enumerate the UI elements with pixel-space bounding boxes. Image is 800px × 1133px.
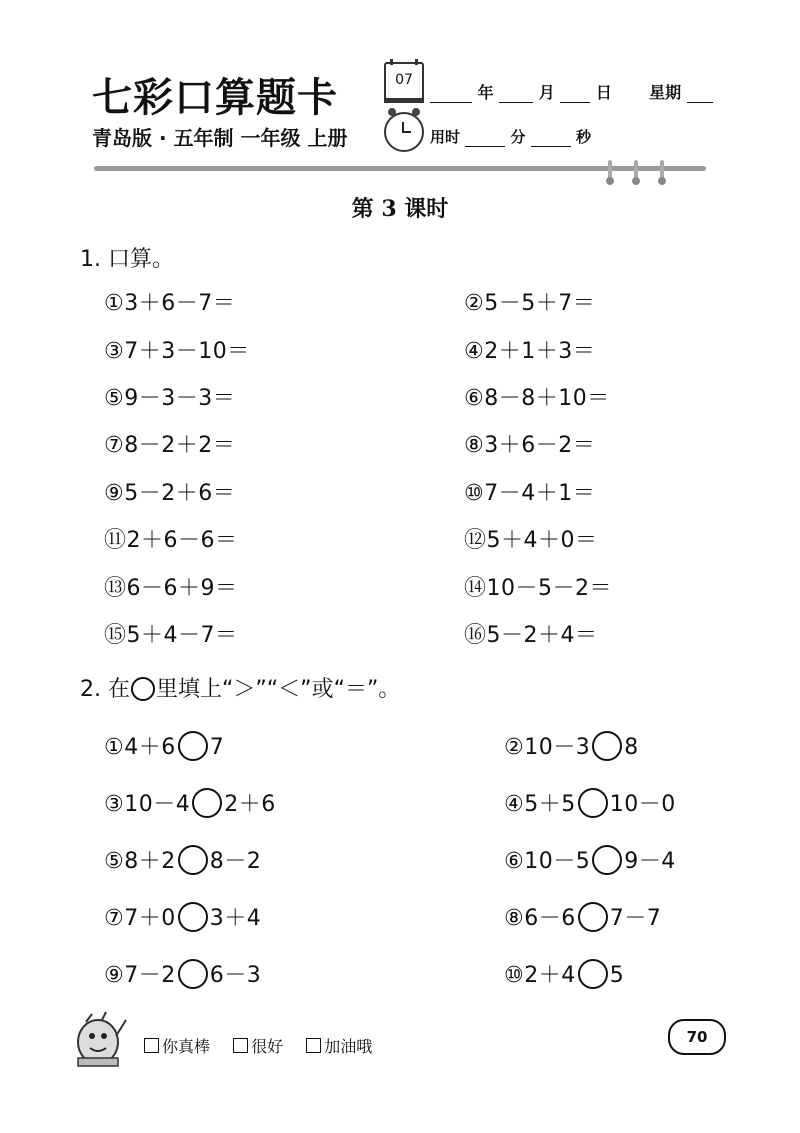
arith-item: ⑪2＋6－6＝ (104, 528, 238, 553)
answer-circle[interactable] (178, 959, 208, 989)
mascot-icon (72, 1010, 130, 1070)
time-minute-label: 分 (510, 128, 526, 146)
arith-item: ⑬6－6＋9＝ (104, 576, 238, 601)
alarm-clock-icon (384, 112, 424, 152)
compare-right: 7 (209, 735, 225, 760)
compare-item (104, 844, 261, 875)
compare-right: 5 (609, 963, 625, 988)
compare-left: ⑦7＋0 (104, 906, 176, 931)
date-weekday-label: 星期 (649, 83, 682, 102)
compare-left: ③10－4 (104, 792, 191, 817)
page-number: 70 (668, 1019, 726, 1055)
answer-circle[interactable] (178, 845, 208, 875)
compare-left: ②10－3 (504, 735, 591, 760)
rating-label: 很好 (251, 1037, 284, 1056)
checkbox-icon[interactable] (233, 1038, 248, 1053)
time-second-label: 秒 (575, 128, 591, 146)
section2-title-end: 里填上“＞”“＜”或“＝”。 (155, 677, 401, 702)
edition-subtitle: 青岛版 · 五年制 一年级 上册 (92, 126, 348, 150)
answer-circle[interactable] (578, 902, 608, 932)
rating-option[interactable] (144, 1037, 210, 1056)
arith-item: ③7＋3－10＝ (104, 339, 250, 364)
time-used-line (430, 126, 591, 147)
checkbox-icon[interactable] (144, 1038, 159, 1053)
compare-right: 3＋4 (209, 906, 262, 931)
answer-circle[interactable] (192, 788, 222, 818)
arith-item: ④2＋1＋3＝ (464, 339, 596, 364)
rating-option[interactable] (306, 1037, 372, 1056)
arith-item: ⑦8－2＋2＝ (104, 433, 236, 458)
arith-item: ⑫5＋4＋0＝ (464, 528, 598, 553)
calendar-icon (384, 62, 424, 100)
answer-circle[interactable] (578, 959, 608, 989)
arith-item: ⑥8－8＋10＝ (464, 386, 610, 411)
answer-circle[interactable] (592, 731, 622, 761)
section2-title-start: 2. 在 (80, 677, 130, 702)
compare-item (104, 730, 224, 761)
compare-item (104, 958, 261, 989)
arith-item: ⑤9－3－3＝ (104, 386, 236, 411)
compare-left: ①4＋6 (104, 735, 176, 760)
answer-circle[interactable] (578, 788, 608, 818)
compare-item (504, 844, 676, 875)
pin-icon (608, 160, 612, 182)
compare-item (504, 901, 661, 932)
compare-right: 8 (624, 735, 639, 760)
arith-item: ⑭10－5－2＝ (464, 576, 612, 601)
compare-right: 9－4 (624, 849, 676, 874)
arith-item: ⑨5－2＋6＝ (104, 481, 236, 506)
arith-item: ②5－5＋7＝ (464, 291, 596, 316)
rating-label: 加油哦 (324, 1037, 373, 1056)
compare-right: 10－0 (609, 792, 676, 817)
compare-left: ⑤8＋2 (104, 849, 176, 874)
arith-item: ①3＋6－7＝ (104, 291, 236, 316)
compare-item (504, 958, 624, 989)
section1-title: 1. 口算。 (80, 247, 174, 272)
checkbox-icon[interactable] (306, 1038, 321, 1053)
compare-right: 8－2 (209, 849, 262, 874)
compare-right: 6－3 (209, 963, 262, 988)
arith-item: ⑮5＋4－7＝ (104, 623, 238, 648)
compare-item (504, 730, 639, 761)
compare-left: ⑥10－5 (504, 849, 591, 874)
rating-label: 你真棒 (162, 1037, 211, 1056)
date-year-label: 年 (477, 83, 494, 102)
compare-right: 7－7 (609, 906, 662, 931)
compare-left: ⑨7－2 (104, 963, 176, 988)
brand-title: 七彩口算题卡 (92, 74, 338, 121)
answer-circle[interactable] (178, 731, 208, 761)
arith-item: ⑯5－2＋4＝ (464, 623, 598, 648)
compare-item (504, 787, 676, 818)
lesson-title: 第 3 课时 (351, 196, 449, 222)
calendar-day: 07 (395, 72, 413, 88)
circle-icon (131, 677, 155, 701)
date-line (430, 80, 713, 103)
time-used-label: 用时 (430, 128, 461, 146)
arith-item: ⑧3＋6－2＝ (464, 433, 596, 458)
pin-icon (634, 160, 638, 182)
arith-item: ⑩7－4＋1＝ (464, 481, 596, 506)
compare-left: ⑩2＋4 (504, 963, 576, 988)
compare-item (104, 901, 261, 932)
answer-circle[interactable] (592, 845, 622, 875)
compare-right: 2＋6 (224, 792, 276, 817)
compare-left: ⑧6－6 (504, 906, 576, 931)
section2-title (80, 672, 400, 703)
rating-option[interactable] (233, 1037, 283, 1056)
date-day-label: 日 (595, 83, 612, 102)
date-month-label: 月 (538, 83, 555, 102)
compare-item (104, 787, 276, 818)
rating-checkboxes (144, 1034, 372, 1057)
header-divider (94, 166, 706, 171)
answer-circle[interactable] (178, 902, 208, 932)
pin-icon (660, 160, 664, 182)
compare-left: ④5＋5 (504, 792, 576, 817)
